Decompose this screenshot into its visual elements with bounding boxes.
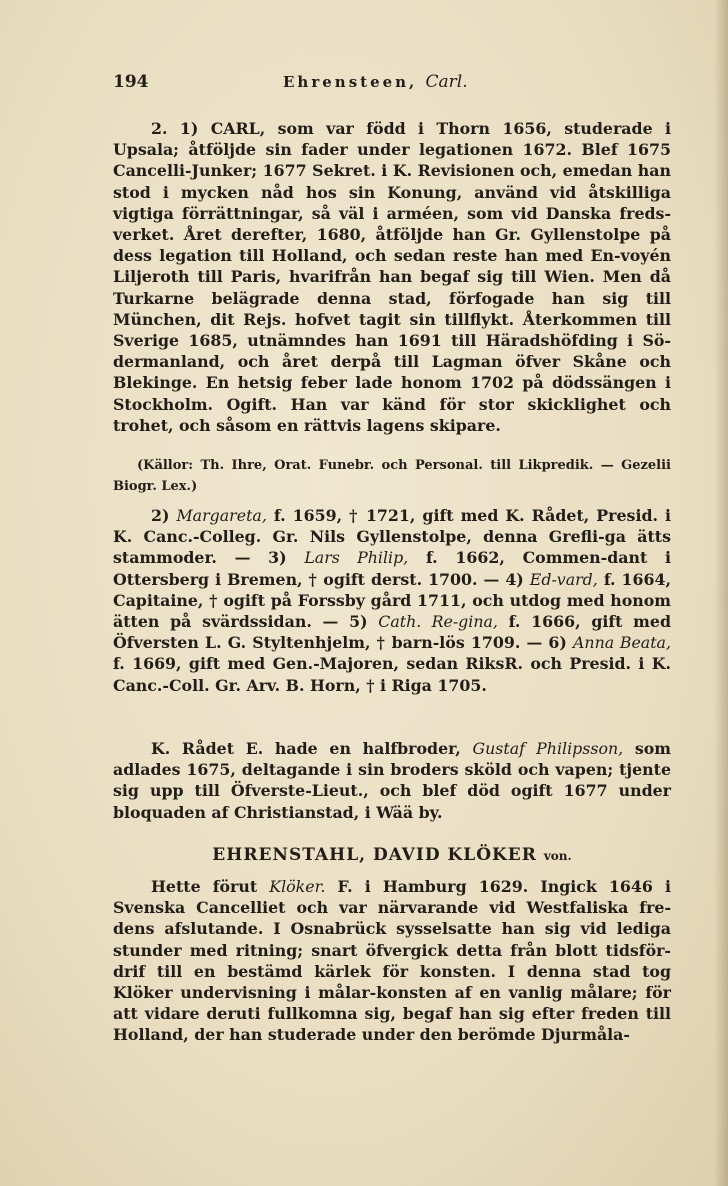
- halfbrother-post: som adlades 1675, deltagande i sin broders sköld och vapen; tjente sig upp till Öfverste-Lieut., och blef död ogift 1677 under bloquaden af Christianstad, i Wää by.: [113, 739, 671, 822]
- entry-carl: [113, 118, 671, 436]
- running-title-surname: Ehrensteen,: [283, 73, 418, 91]
- page-edge-shadow: [714, 0, 728, 1186]
- sibling-name-margareta: Margareta,: [176, 506, 267, 525]
- running-title: [283, 72, 468, 92]
- running-title-name: Carl.: [425, 72, 468, 92]
- entry-klocker: [113, 876, 671, 1046]
- sources-note: [113, 455, 671, 497]
- sibling-text-anna-beata: f. 1669, gift med Gen.-Majoren, sedan RiksR. och Presid. i K. Canc.-Coll. Gr. Arv. B. Horn, † i Riga 1705.: [113, 654, 671, 695]
- heading-main: EHRENSTAHL, DAVID KLÖKER: [212, 845, 537, 865]
- paragraph-halfbrother: [113, 738, 671, 823]
- entry-siblings: [113, 505, 671, 696]
- sibling-text-margareta: f. 1659, † 1721, gift med K. Rådet, Presid. i K. Canc.-Colleg. Gr. Nils Gyllenstolpe, denna Grefli-ga ätts stammoder. — 3): [113, 506, 672, 568]
- klocker-pre: Hette förut: [151, 877, 258, 896]
- sibling-name-anna-beata: Anna Beata,: [573, 633, 671, 653]
- paragraph-klocker: [113, 876, 671, 1046]
- sibling-name-edvard: Ed-vard,: [529, 569, 598, 589]
- sibling-name-cath-regina: Cath. Re-gina,: [378, 612, 498, 632]
- paragraph-siblings: [113, 505, 671, 696]
- klocker-post: F. i Hamburg 1629. Ingick 1646 i Svenska Cancelliet och var närvarande vid Westfaliska fre-dens afslutande. I Osnabrück sysselsatte han sig vid lediga stunder med ritning; snart öfvergick detta från blott tidsför-drif till en bestämd kärlek för konsten. I denna stad tog Klöker undervisning i målar-konsten af en vanlig målare; för att vidare deruti fullkomna sig, begaf han sig efter freden till Holland, der han studerade under den berömde Djurmåla-: [113, 877, 671, 1045]
- entry-heading-ehrenstahl: [113, 845, 671, 865]
- paragraph-carl: 2. 1) CARL, som var född i Thorn 1656, studerade i Upsala; åtföljde sin fader under legationen 1672. Blef 1675 Cancelli-Junker; 1677 Sekret. i K. Revisionen och, emedan han stod i mycken nåd hos sin Konung, använd vid åtskilliga vigtiga förrättningar, så väl i arméen, som vid Danska freds-verket. Året derefter, 1680, åtföljde han Gr. Gyllenstolpe på dess legation till Holland, och sedan reste han med En-voyén Liljeroth till Paris, hvarifrån han begaf sig till Wien. Men då Turkarne belägrade denna stad, förfogade han sig till München, dit Rejs. hofvet tagit sin tillflykt. Återkommen till Sverige 1685, utnämndes han 1691 till Häradshöfding i Sö-dermanland, och året derpå till Lagman öfver Skåne och Blekinge. En hetsig feber lade honom 1702 på dödssängen i Stockholm. Ogift. Han var känd för stor skicklighet och trohet, och såsom en rättvis lagens skipare.: [113, 119, 671, 435]
- sources-text: (Källor: Th. Ihre, Orat. Funebr. och Personal. till Likpredik. — Gezelii Biogr. Lex.): [113, 458, 671, 494]
- sibling-name-lars-philip: Lars Philip,: [304, 548, 409, 568]
- heading-suffix: von.: [543, 849, 572, 863]
- sibling-text-cath-regina: f. 1666, gift med Öfversten L. G. Styltenhjelm, † barn-lös 1709. — 6): [113, 612, 671, 653]
- halfbrother-name: Gustaf Philipsson,: [472, 739, 624, 758]
- klocker-name: Klöker.: [269, 877, 326, 896]
- sibling-number: 2): [151, 506, 170, 525]
- running-header: [113, 72, 673, 98]
- entry-halfbrother: [113, 738, 671, 823]
- halfbrother-pre: K. Rådet E. hade en halfbroder,: [151, 739, 461, 758]
- sibling-text-edvard: f. 1664, Capitaine, † ogift på Forssby gård 1711, och utdog med honom ätten på svärdssidan. — 5): [113, 569, 672, 632]
- sibling-text-lars-philip: f. 1662, Commen-dant i Ottersberg i Bremen, † ogift derst. 1700. — 4): [113, 548, 672, 589]
- page-number: 194: [113, 72, 149, 92]
